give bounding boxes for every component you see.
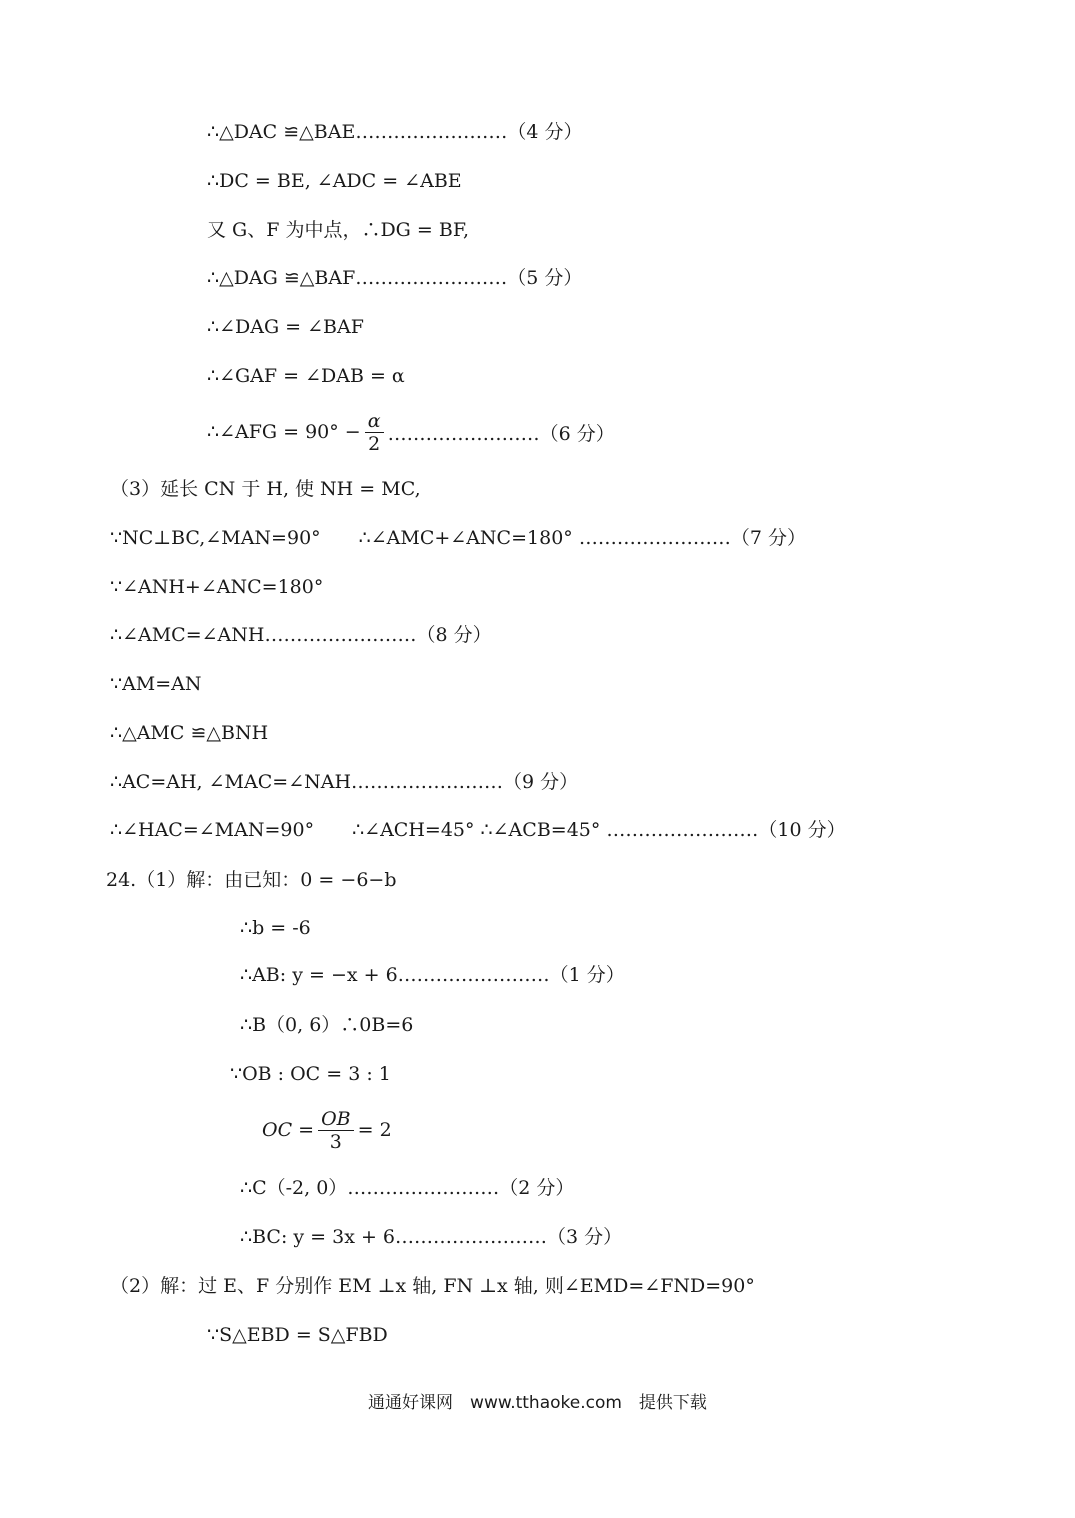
proof-line: ∴∠DAG = ∠BAF — [207, 316, 364, 338]
afg-suffix: ……………………（6 分） — [387, 422, 615, 445]
q24-line: ∴b = -6 — [240, 917, 311, 939]
q24-line: ∴C（-2, 0）……………………（2 分） — [240, 1177, 575, 1199]
proof-line: ∴△DAC ≌△BAE……………………（4 分） — [207, 121, 583, 143]
q24-line: ∴B（0, 6）∴0B=6 — [240, 1014, 414, 1036]
oc-numerator: OB — [318, 1108, 354, 1131]
part3-line: ∴AC=AH, ∠MAC=∠NAH……………………（9 分） — [110, 771, 579, 793]
oc-suffix: = 2 — [357, 1119, 392, 1141]
proof-line: ∴∠GAF = ∠DAB = α — [207, 365, 405, 387]
proof-line: 又 G、F 为中点，∴DG = BF, — [207, 219, 470, 241]
part3-line: （3）延长 CN 于 H, 使 NH = MC, — [110, 478, 421, 500]
afg-numerator: α — [365, 410, 384, 433]
q24-line: （2）解：过 E、F 分别作 EM ⊥x 轴, FN ⊥x 轴, 则∠EMD=∠FND=90° — [110, 1275, 755, 1297]
oc-denominator: 3 — [329, 1130, 342, 1153]
afg-prefix: ∴∠AFG = 90° − — [207, 421, 361, 443]
afg-fraction — [365, 410, 384, 455]
part3-line: ∵∠ANH+∠ANC=180° — [110, 576, 324, 598]
part3-line: ∴∠HAC=∠MAN=90° ∴∠ACH=45° ∴∠ACB=45° ……………………（10 分） — [110, 819, 846, 841]
oc-equation — [262, 1102, 392, 1158]
part3-line: ∴△AMC ≌△BNH — [110, 722, 269, 744]
proof-line: ∴DC = BE, ∠ADC = ∠ABE — [207, 170, 462, 192]
q24-line: ∴AB: y = −x + 6……………………（1 分） — [240, 964, 625, 986]
oc-prefix: OC = — [262, 1119, 315, 1141]
afg-equation — [207, 404, 615, 460]
afg-denominator: 2 — [368, 432, 381, 455]
part3-line: ∵NC⊥BC,∠MAN=90° ∴∠AMC+∠ANC=180° ……………………（7 分） — [110, 527, 806, 549]
q24-line: 24.（1）解：由已知：0 = −6−b — [106, 869, 397, 891]
part3-line: ∵AM=AN — [110, 673, 202, 695]
proof-line: ∴△DAG ≌△BAF……………………（5 分） — [207, 267, 583, 289]
q24-line: ∵S△EBD = S△FBD — [207, 1324, 388, 1346]
footer-credit: 通通好课网 www.tthaoke.com 提供下载 — [368, 1393, 707, 1413]
part3-line: ∴∠AMC=∠ANH……………………（8 分） — [110, 624, 492, 646]
q24-line: ∵OB : OC = 3 : 1 — [230, 1063, 391, 1085]
oc-fraction — [318, 1108, 354, 1153]
q24-line: ∴BC: y = 3x + 6……………………（3 分） — [240, 1226, 623, 1248]
